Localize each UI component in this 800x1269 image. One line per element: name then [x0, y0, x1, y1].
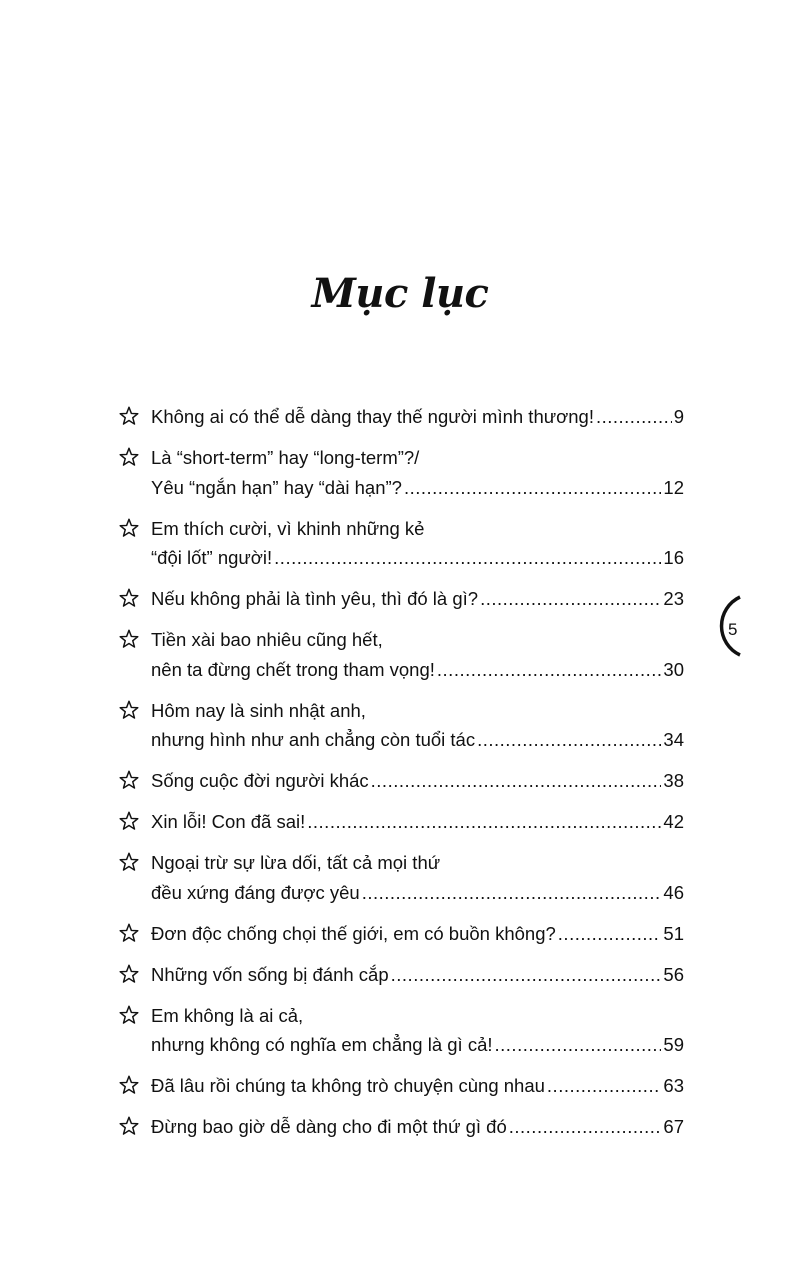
- toc-entry: [118, 402, 684, 432]
- toc-leader-dots: [404, 473, 661, 503]
- toc-entry-line: [151, 584, 684, 614]
- toc-entry-line: [151, 878, 684, 908]
- toc-entry: [118, 514, 684, 573]
- toc-entry-title: Không ai có thể dễ dàng thay thế người mình thương!: [151, 406, 594, 427]
- toc-entry-line: [151, 766, 684, 796]
- toc-entry: [118, 584, 684, 614]
- star-outline-icon: [118, 587, 140, 609]
- toc-page-number: 38: [663, 770, 684, 791]
- toc-entry-title: Yêu “ngắn hạn” hay “dài hạn”?: [151, 476, 402, 498]
- toc-entry-line: [151, 1030, 684, 1060]
- toc-entry-title: Là “short-term” hay “long-term”?/: [151, 447, 420, 468]
- toc-entry: [118, 625, 684, 684]
- star-outline-icon: [118, 963, 140, 985]
- toc-entry: [118, 766, 684, 796]
- toc-page-number: 59: [663, 1034, 684, 1055]
- toc-entry-title: Ngoại trừ sự lừa dối, tất cả mọi thứ: [151, 852, 441, 873]
- toc-entry-title: Sống cuộc đời người khác: [151, 770, 369, 791]
- star-outline-icon: [118, 517, 140, 539]
- page-title: Mục lục: [311, 270, 489, 317]
- toc-entry-title: Những vốn sống bị đánh cắp: [151, 963, 389, 985]
- toc-leader-dots: [362, 878, 662, 908]
- toc-entry-line: [151, 655, 684, 685]
- table-of-contents: [118, 402, 684, 1153]
- star-outline-icon: [118, 1115, 140, 1137]
- toc-page-number: 56: [663, 963, 684, 985]
- page-number: 5: [728, 620, 738, 639]
- toc-entry-line: [151, 1001, 684, 1031]
- toc-page-number: 63: [663, 1075, 684, 1096]
- toc-entry-line: [151, 514, 684, 544]
- toc-entry-title: “đội lốt” người!: [151, 547, 273, 568]
- toc-leader-dots: [480, 584, 661, 614]
- toc-entry-line: [151, 960, 684, 990]
- toc-entry-line: [151, 1112, 684, 1142]
- toc-entry-line: [151, 696, 684, 726]
- toc-entry: [118, 960, 684, 990]
- toc-page-number: 67: [663, 1116, 684, 1137]
- toc-leader-dots: [274, 543, 661, 573]
- toc-page-number: 9: [673, 406, 684, 427]
- toc-leader-dots: [391, 960, 662, 990]
- toc-leader-dots: [477, 725, 661, 755]
- star-outline-icon: [118, 851, 140, 873]
- star-outline-icon: [118, 446, 140, 468]
- toc-entry: [118, 848, 684, 907]
- toc-page-number: 30: [663, 658, 684, 680]
- toc-leader-dots: [371, 766, 662, 796]
- toc-entry-line: [151, 807, 684, 837]
- star-outline-icon: [118, 922, 140, 944]
- star-outline-icon: [118, 810, 140, 832]
- toc-entry: [118, 443, 684, 502]
- toc-entry-line: [151, 443, 684, 473]
- page-number-bracket-icon: [704, 592, 784, 672]
- toc-leader-dots: [547, 1071, 662, 1101]
- toc-entry: [118, 1071, 684, 1101]
- toc-entry-title: Đơn độc chống chọi thế giới, em có buồn không?: [151, 922, 556, 944]
- toc-page-number: 51: [663, 922, 684, 944]
- star-outline-icon: [118, 1004, 140, 1026]
- toc-page-number: 23: [663, 588, 684, 609]
- toc-entry: [118, 919, 684, 949]
- toc-page-number: 12: [663, 476, 684, 498]
- toc-entry-title: Đừng bao giờ dễ dàng cho đi một thứ gì đó: [151, 1116, 507, 1137]
- star-outline-icon: [118, 1074, 140, 1096]
- toc-entry-title: đều xứng đáng được yêu: [151, 881, 360, 903]
- toc-entry-title: nên ta đừng chết trong tham vọng!: [151, 658, 435, 680]
- toc-leader-dots: [509, 1112, 662, 1142]
- toc-entry-title: nhưng hình như anh chẳng còn tuổi tác: [151, 729, 476, 750]
- toc-entry-line: [151, 402, 684, 432]
- toc-entry-title: Em không là ai cả,: [151, 1004, 304, 1026]
- toc-entry-line: [151, 1071, 684, 1101]
- star-outline-icon: [118, 769, 140, 791]
- toc-entry: [118, 1112, 684, 1142]
- star-outline-icon: [118, 628, 140, 650]
- toc-entry-title: Nếu không phải là tình yêu, thì đó là gì?: [151, 588, 479, 609]
- toc-entry-title: Hôm nay là sinh nhật anh,: [151, 699, 366, 721]
- toc-entry-line: [151, 625, 684, 655]
- toc-leader-dots: [437, 655, 662, 685]
- star-outline-icon: [118, 699, 140, 721]
- toc-entry: [118, 696, 684, 755]
- toc-page-number: 46: [663, 881, 684, 903]
- toc-entry-line: [151, 725, 684, 755]
- toc-entry-line: [151, 473, 684, 503]
- toc-entry-title: Đã lâu rồi chúng ta không trò chuyện cùng nhau: [151, 1075, 545, 1096]
- toc-leader-dots: [495, 1030, 662, 1060]
- toc-entry-title: Em thích cười, vì khinh những kẻ: [151, 517, 425, 539]
- toc-entry: [118, 1001, 684, 1060]
- toc-page-number: 42: [663, 811, 684, 832]
- toc-page-number: 34: [663, 729, 684, 750]
- toc-leader-dots: [307, 807, 661, 837]
- toc-entry-line: [151, 543, 684, 573]
- toc-entry-title: Tiền xài bao nhiêu cũng hết,: [151, 629, 383, 650]
- toc-page-number: 16: [663, 547, 684, 568]
- toc-leader-dots: [558, 919, 662, 949]
- toc-leader-dots: [596, 402, 672, 432]
- toc-entry-line: [151, 848, 684, 878]
- toc-entry-line: [151, 919, 684, 949]
- star-outline-icon: [118, 405, 140, 427]
- toc-entry-title: nhưng không có nghĩa em chẳng là gì cả!: [151, 1034, 493, 1055]
- toc-entry-title: Xin lỗi! Con đã sai!: [151, 811, 306, 832]
- toc-entry: [118, 807, 684, 837]
